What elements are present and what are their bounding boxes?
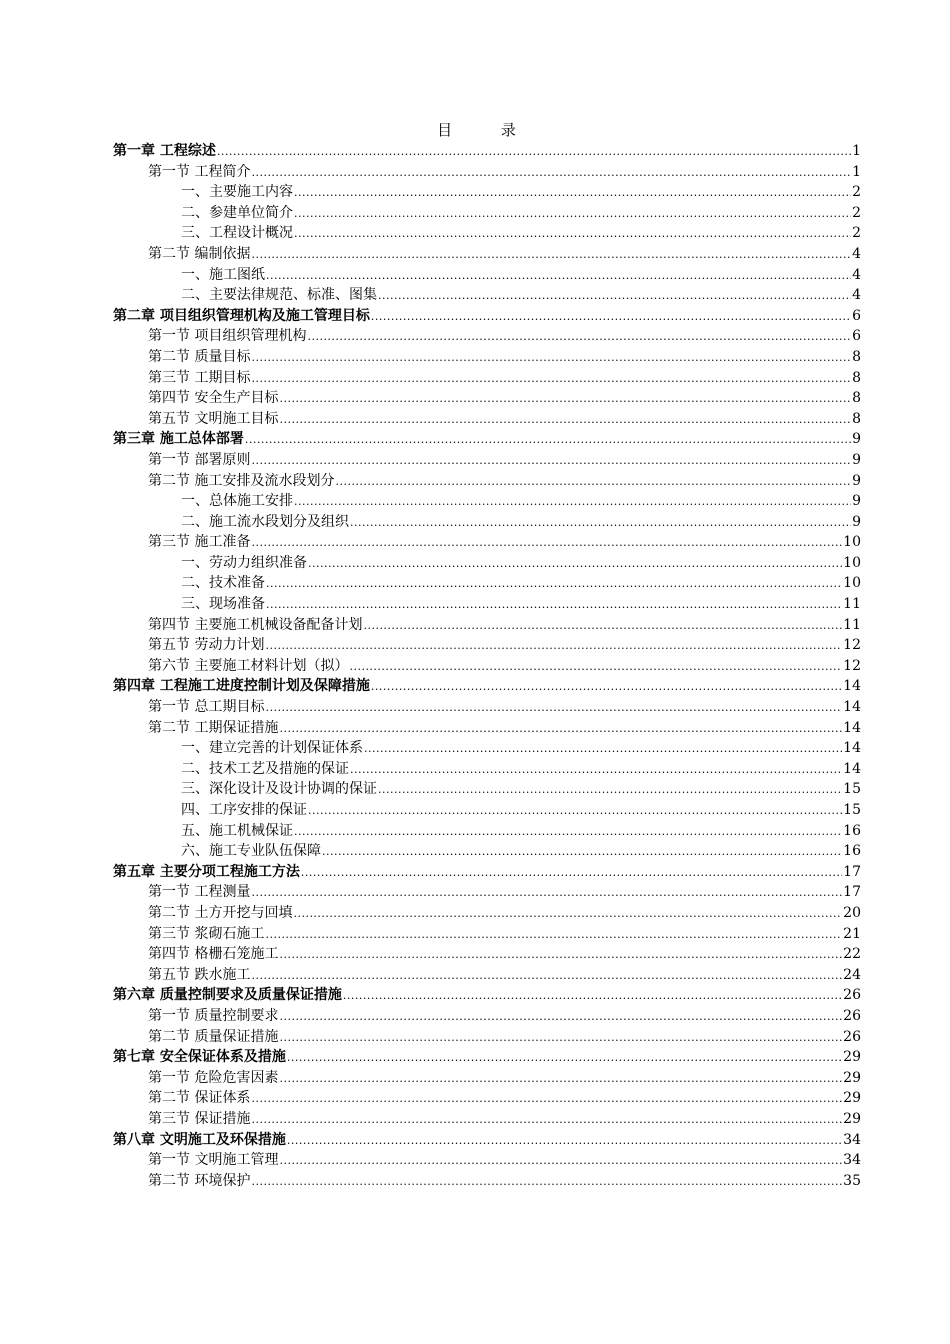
toc-subsection-entry[interactable] [113,821,861,842]
toc-page-number: 15 [843,802,861,818]
toc-section-entry[interactable] [113,903,861,924]
toc-subsection-entry[interactable] [113,594,861,615]
toc-page-number: 24 [843,966,861,983]
toc-section-entry[interactable] [113,1171,861,1192]
toc-entry-label: 五、施工机械保证 [181,822,293,839]
toc-page-number: 14 [843,719,861,736]
toc-page-number: 14 [843,699,861,716]
toc-dot-leader [371,307,851,328]
toc-dot-leader [265,925,842,946]
toc-subsection-entry[interactable] [113,779,861,800]
toc-page-number: 6 [852,307,861,324]
toc-section-entry[interactable] [113,697,861,718]
toc-entry-label: 二、施工流水段划分及组织 [181,513,349,530]
toc-entry-label: 第五节 劳动力计划 [148,637,265,654]
toc-page-number: 14 [843,678,861,695]
toc-title: 目 录 [437,121,538,139]
toc-dot-leader [251,348,851,369]
toc-entry-label: 第二节 工期保证措施 [148,719,279,736]
toc-entry-label: 第一节 项目组织管理机构 [148,328,307,345]
toc-page-number: 1 [852,143,861,159]
toc-subsection-entry[interactable] [113,573,861,594]
toc-entry-label: 二、技术准备 [181,575,265,592]
toc-subsection-entry[interactable] [113,841,861,862]
toc-entry-label: 一、主要施工内容 [181,184,293,201]
toc-dot-leader [294,183,851,204]
toc-entry-label: 第四节 安全生产目标 [148,390,279,407]
toc-page-number: 4 [852,245,861,262]
toc-dot-leader [217,142,851,163]
toc-section-entry[interactable] [113,162,861,183]
toc-entry-label: 第五节 文明施工目标 [148,410,279,427]
toc-dot-leader [279,410,851,431]
toc-page-number: 35 [843,1172,861,1189]
toc-entry-label: 第一节 质量控制要求 [148,1007,279,1024]
toc-entry-label: 二、技术工艺及措施的保证 [181,760,349,777]
toc-dot-leader [279,1069,842,1090]
toc-chapter-entry[interactable] [113,676,861,697]
toc-dot-leader [349,657,842,678]
toc-page-number: 2 [852,184,861,201]
toc-entry-label: 第一节 工程测量 [148,884,251,901]
toc-section-entry[interactable] [113,635,861,656]
toc-page-number: 2 [852,225,861,242]
toc-entry-label: 六、施工专业队伍保障 [181,843,321,860]
toc-entry-label: 第二节 施工安排及流水段划分 [148,472,335,489]
toc-page-number: 12 [843,637,861,654]
toc-page-number: 16 [843,843,861,860]
toc-dot-leader [251,1172,842,1193]
toc-page-number: 10 [843,575,861,592]
toc-section-entry[interactable] [113,532,861,553]
toc-dot-leader [279,1151,842,1172]
toc-page-number: 34 [843,1131,861,1148]
toc-entry-label: 第七章 安全保证体系及措施 [113,1049,286,1066]
toc-page-number: 26 [843,1007,861,1024]
toc-dot-leader [308,801,842,822]
toc-dot-leader [265,636,842,657]
toc-subsection-entry[interactable] [113,738,861,759]
toc-dot-leader [308,554,842,575]
toc-page-number: 9 [852,472,861,489]
toc-page-number: 8 [852,348,861,365]
toc-entry-label: 三、深化设计及设计协调的保证 [181,781,377,798]
toc-chapter-entry[interactable] [113,1047,861,1068]
toc-section-entry[interactable] [113,944,861,965]
toc-dot-leader [343,986,842,1007]
toc-dot-leader [350,513,851,534]
toc-entry-label: 一、劳动力组织准备 [181,554,307,571]
toc-subsection-entry[interactable] [113,265,861,286]
toc-page-number: 12 [843,657,861,674]
toc-page-number: 11 [843,596,861,613]
toc-subsection-entry[interactable] [113,800,861,821]
toc-dot-leader [307,327,851,348]
toc-section-entry[interactable] [113,326,861,347]
toc-dot-leader [322,842,842,863]
toc-entry-label: 一、总体施工安排 [181,493,293,510]
toc-page-number: 10 [843,554,861,571]
toc-entry-label: 第二节 土方开挖与回填 [148,904,293,921]
toc-page-number: 4 [852,266,861,283]
toc-entry-label: 第一节 工程简介 [148,163,251,180]
toc-section-entry[interactable] [113,882,861,903]
toc-entry-label: 第二节 保证体系 [148,1090,251,1107]
toc-entry-label: 第二节 质量保证措施 [148,1028,279,1045]
toc-dot-leader [266,266,851,287]
toc-chapter-entry[interactable] [113,985,861,1006]
toc-page-number: 10 [843,534,861,551]
toc-dot-leader [279,1028,842,1049]
toc-page-number: 22 [843,946,861,963]
toc-dot-leader [363,616,842,637]
toc-dot-leader [364,739,842,760]
toc-page-number: 20 [843,904,861,921]
toc-dot-leader [378,286,851,307]
toc-section-entry[interactable] [113,450,861,471]
toc-dot-leader [251,883,842,904]
toc-dot-leader [279,389,851,410]
toc-dot-leader [294,822,842,843]
toc-page-number: 16 [843,822,861,839]
toc-dot-leader [251,369,851,390]
toc-page-number: 8 [852,410,861,427]
toc-page-number: 26 [843,987,861,1004]
toc-page-number: 29 [843,1090,861,1107]
toc-chapter-entry[interactable] [113,862,861,883]
toc-entry-label: 第三节 保证措施 [148,1110,251,1127]
toc-subsection-entry[interactable] [113,512,861,533]
toc-subsection-entry[interactable] [113,285,861,306]
toc-entry-label: 第三节 施工准备 [148,534,251,551]
toc-page-number: 1 [852,163,861,180]
toc-page-number: 15 [843,781,861,798]
toc-dot-leader [301,863,842,884]
toc-section-entry[interactable] [113,244,861,265]
toc-entry-label: 第二节 环境保护 [148,1172,251,1189]
toc-entry-label: 第一节 部署原则 [148,451,251,468]
toc-entry-label: 第六节 主要施工材料计划（拟） [148,657,349,674]
toc-dot-leader [251,966,842,987]
toc-page-number: 9 [852,513,861,530]
toc-entry-label: 第四节 格栅石笼施工 [148,946,279,963]
toc-section-entry[interactable] [113,1068,861,1089]
toc-entry-label: 第一节 文明施工管理 [148,1152,279,1169]
toc-entry-label: 二、参建单位简介 [181,204,293,221]
toc-page-number: 29 [843,1049,861,1066]
toc-dot-leader [294,224,851,245]
toc-section-entry[interactable] [113,471,861,492]
toc-page-number: 17 [843,884,861,901]
toc-entry-label: 第二节 质量目标 [148,348,251,365]
toc-dot-leader [279,719,842,740]
toc-entry-label: 第四章 工程施工进度控制计划及保障措施 [113,678,370,695]
toc-entry-label: 第八章 文明施工及环保措施 [113,1131,286,1148]
toc-dot-leader [293,904,842,925]
toc-section-entry[interactable] [113,924,861,945]
toc-dot-leader [279,1007,842,1028]
toc-entry-label: 第三节 工期目标 [148,369,251,386]
toc-page-number: 9 [852,451,861,468]
toc-dot-leader [279,945,842,966]
toc-section-entry[interactable] [113,1027,861,1048]
toc-page-number: 14 [843,740,861,757]
toc-page-number: 6 [852,328,861,345]
toc-subsection-entry[interactable] [113,203,861,224]
toc-entry-label: 一、建立完善的计划保证体系 [181,740,363,757]
toc-entry-label: 第一节 总工期目标 [148,699,265,716]
toc-dot-leader [266,595,842,616]
toc-dot-leader [287,1131,842,1152]
toc-dot-leader [371,677,842,698]
toc-subsection-entry[interactable] [113,182,861,203]
toc-dot-leader [350,760,842,781]
toc-entry-label: 第六章 质量控制要求及质量保证措施 [113,987,342,1004]
toc-section-entry[interactable] [113,1088,861,1109]
toc-chapter-entry[interactable] [113,141,861,162]
toc-page-number: 29 [843,1069,861,1086]
toc-page-number: 2 [852,204,861,221]
toc-dot-leader [251,163,851,184]
toc-chapter-entry[interactable] [113,429,861,450]
toc-dot-leader [251,245,851,266]
toc-entry-label: 二、主要法律规范、标准、图集 [181,287,377,304]
toc-page-number: 14 [843,760,861,777]
toc-page-number: 8 [852,390,861,407]
toc-page-number: 17 [843,863,861,880]
toc-entry-label: 三、工程设计概况 [181,225,293,242]
toc-section-entry[interactable] [113,965,861,986]
toc-page-number: 11 [843,616,861,633]
toc-page-number: 4 [852,287,861,304]
toc-section-entry[interactable] [113,1150,861,1171]
toc-dot-leader [294,492,851,513]
toc-entry-label: 第三节 浆砌石施工 [148,925,265,942]
toc-section-entry[interactable] [113,1109,861,1130]
toc-list [113,141,861,1191]
toc-section-entry[interactable] [113,409,861,430]
toc-section-entry[interactable] [113,615,861,636]
toc-page-number: 29 [843,1110,861,1127]
toc-page-number: 34 [843,1152,861,1169]
toc-subsection-entry[interactable] [113,223,861,244]
toc-dot-leader [287,1048,842,1069]
toc-entry-label: 三、现场准备 [181,596,265,613]
toc-page-number: 26 [843,1028,861,1045]
toc-dot-leader [294,204,851,225]
toc-dot-leader [245,430,851,451]
toc-dot-leader [265,698,842,719]
toc-page-number: 21 [843,925,861,942]
toc-section-entry[interactable] [113,347,861,368]
toc-entry-label: 第四节 主要施工机械设备配备计划 [148,616,363,633]
toc-dot-leader [378,780,842,801]
toc-dot-leader [251,1110,842,1131]
toc-entry-label: 一、施工图纸 [181,266,265,283]
toc-entry-label: 四、工序安排的保证 [181,802,307,818]
toc-entry-label: 第二节 编制依据 [148,245,251,262]
toc-dot-leader [335,472,851,493]
toc-entry-label: 第一章 工程综述 [113,143,216,159]
toc-dot-leader [251,451,851,472]
toc-chapter-entry[interactable] [113,1130,861,1151]
toc-section-entry[interactable] [113,388,861,409]
toc-entry-label: 第三章 施工总体部署 [113,431,244,448]
toc-section-entry[interactable] [113,656,861,677]
toc-entry-label: 第一节 危险危害因素 [148,1069,279,1086]
toc-entry-label: 第二章 项目组织管理机构及施工管理目标 [113,307,370,324]
toc-section-entry[interactable] [113,1006,861,1027]
toc-page-number: 9 [852,431,861,448]
toc-dot-leader [251,533,842,554]
toc-entry-label: 第五节 跌水施工 [148,966,251,983]
toc-page-number: 8 [852,369,861,386]
toc-entry-label: 第五章 主要分项工程施工方法 [113,863,300,880]
toc-chapter-entry[interactable] [113,306,861,327]
toc-subsection-entry[interactable] [113,553,861,574]
toc-section-entry[interactable] [113,718,861,739]
toc-subsection-entry[interactable] [113,759,861,780]
toc-page-number: 9 [852,493,861,510]
toc-dot-leader [251,1089,842,1110]
toc-subsection-entry[interactable] [113,491,861,512]
toc-dot-leader [266,574,842,595]
toc-section-entry[interactable] [113,368,861,389]
